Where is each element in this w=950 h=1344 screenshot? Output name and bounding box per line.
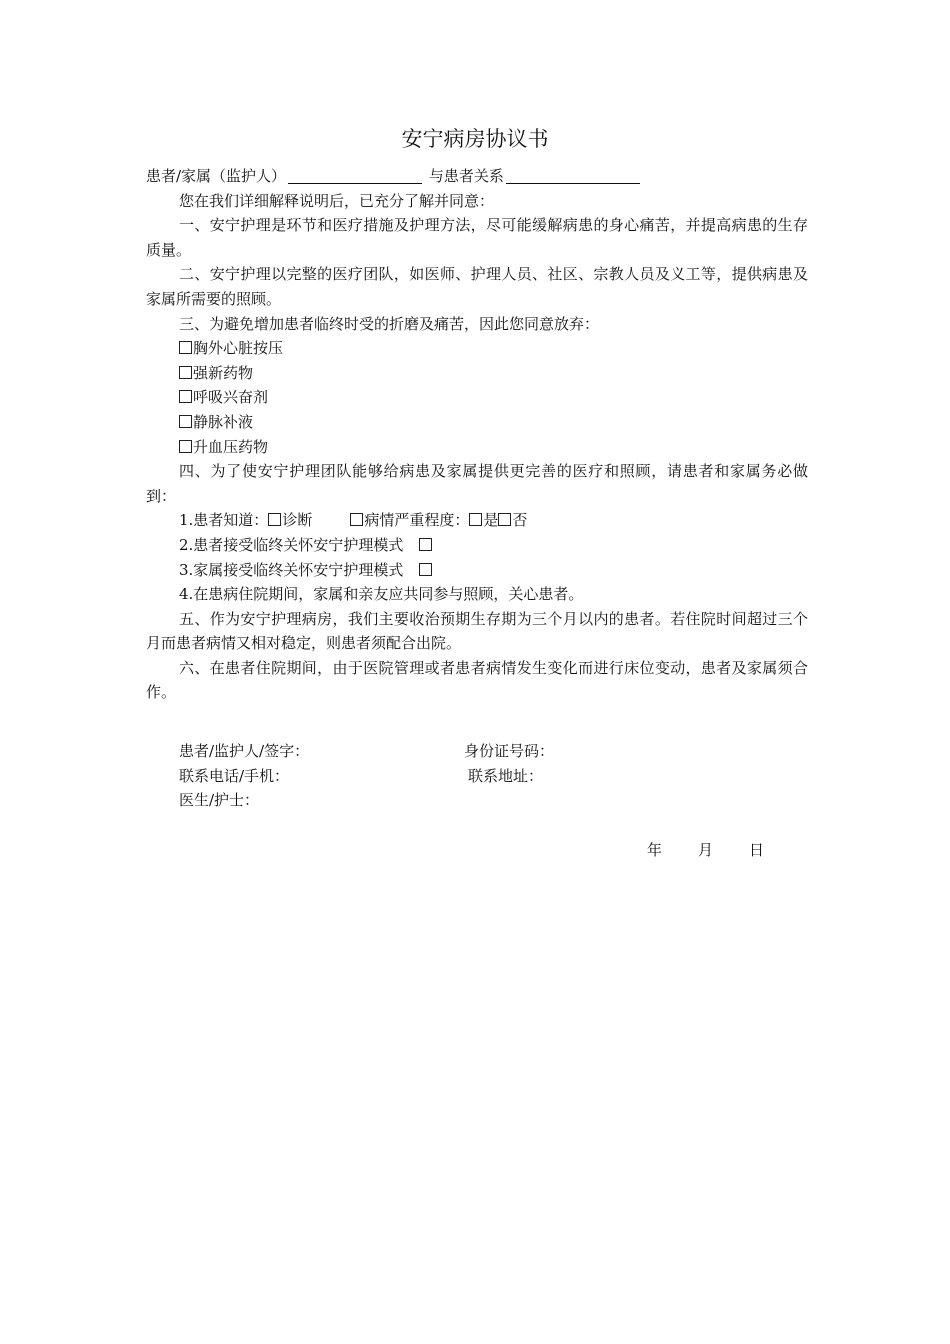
day-label: 日 [749, 841, 765, 859]
signer-label: 患者/监护人/签字： [179, 742, 310, 760]
checkbox-icon[interactable] [179, 415, 192, 428]
diagnosis-label: 诊断 [282, 511, 313, 530]
paragraph-6: 六、在患者住院期间，由于医院管理或者患者病情发生变化而进行床位变动，患者及家属须合作。 [146, 658, 808, 702]
patient-accepts-label: 2.患者接受临终关怀安宁护理模式 [179, 535, 404, 554]
waiver-item [146, 385, 808, 410]
checkbox-icon[interactable] [179, 366, 192, 379]
paragraph-4: 四、为了使安宁护理团队能够给病患及家属提供更完善的医疗和照顾，请患者和家属务必做到： [146, 462, 808, 505]
month-label: 月 [698, 841, 714, 859]
checkbox-icon[interactable] [498, 513, 511, 526]
relation-label: 与患者关系 [428, 167, 504, 185]
signature-row-2 [179, 764, 779, 789]
signature-row-1 [179, 739, 779, 764]
paragraph-1: 一、安宁护理是环节和医疗措施及护理方法，尽可能缓解病患的身心痛苦，并提高病患的生存质量。 [146, 216, 808, 259]
waiver-item [146, 336, 808, 361]
signature-block [179, 739, 779, 813]
checkbox-icon[interactable] [179, 390, 192, 403]
checkbox-icon[interactable] [419, 563, 432, 576]
agreement-body [146, 164, 808, 705]
severity-label: 病情严重程度： [364, 511, 470, 530]
waiver-label: 升血压药物 [193, 437, 269, 456]
waiver-label: 呼吸兴奋剂 [193, 388, 269, 407]
waiver-label: 强新药物 [193, 363, 254, 382]
checkbox-icon[interactable] [179, 341, 192, 354]
header-line [146, 164, 808, 189]
section4-item-2 [146, 533, 808, 558]
waiver-item [146, 361, 808, 386]
document-title: 安宁病房协议书 [401, 127, 549, 151]
intro-line: 您在我们详细解释说明后，已充分了解并同意： [179, 191, 495, 210]
id-number-label: 身份证号码： [464, 742, 555, 760]
signature-row-3 [179, 788, 779, 813]
checkbox-icon[interactable] [179, 440, 192, 453]
paragraph-3: 三、为避免增加患者临终时受的折磨及痛苦，因此您同意放弃： [179, 314, 600, 333]
paragraph-2: 二、安宁护理以完整的医疗团队，如医师、护理人员、社区、宗教人员及义工等，提供病患及家属所需要的照顾。 [146, 265, 808, 308]
family-accepts-label: 3.家属接受临终关怀安宁护理模式 [179, 560, 404, 579]
checkbox-icon[interactable] [419, 538, 432, 551]
no-label: 否 [512, 511, 528, 530]
doctor-nurse-label: 医生/护士： [179, 791, 260, 810]
address-label: 联系地址： [468, 766, 544, 785]
section4-item-1 [146, 508, 808, 533]
relation-blank[interactable] [506, 168, 640, 184]
section4-item-3 [146, 558, 808, 583]
paragraph-5: 五、作为安宁护理病房，我们主要收治预期生存期为三个月以内的患者。若住院时间超过三个月而患者病情又相对稳定，则患者须配合出院。 [146, 609, 808, 653]
section4-item-4: 4.在患病住院期间，家属和亲友应共同参与照顾，关心患者。 [179, 585, 584, 604]
patient-family-label: 患者/家属（监护人） [146, 167, 287, 185]
waiver-item [146, 435, 808, 460]
waiver-label: 静脉补液 [193, 412, 254, 431]
year-label: 年 [647, 841, 663, 859]
yes-label: 是 [483, 511, 499, 530]
checkbox-icon[interactable] [268, 513, 281, 526]
patient-knows-label: 1.患者知道： [179, 511, 269, 530]
checkbox-icon[interactable] [469, 513, 482, 526]
waiver-label: 胸外心脏按压 [193, 339, 284, 358]
waiver-item [146, 410, 808, 435]
date-line [647, 838, 764, 862]
checkbox-icon[interactable] [350, 513, 363, 526]
phone-label: 联系电话/手机： [179, 766, 290, 785]
patient-family-blank[interactable] [288, 168, 422, 184]
